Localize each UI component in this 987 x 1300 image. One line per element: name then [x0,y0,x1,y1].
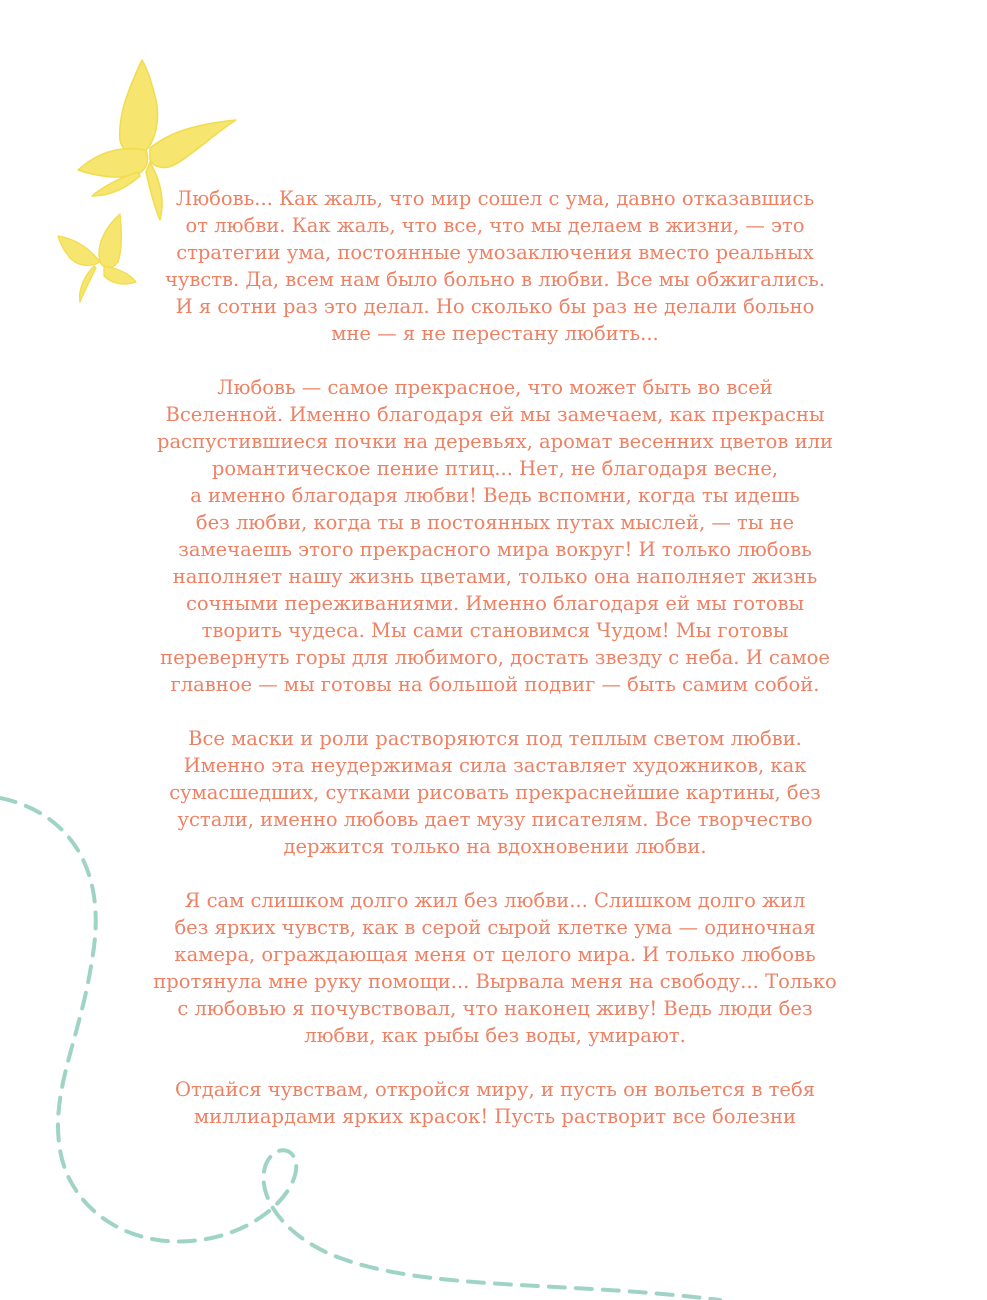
text-line: Именно эта неудержимая сила заставляет художников, как [183,754,807,777]
text-line: распустившиеся почки на деревьях, аромат весенних цветов или [157,430,833,453]
text-line: И я сотни раз это делал. Но сколько бы раз не делали больно [175,295,815,318]
text-line: мне — я не перестану любить... [331,322,659,345]
text-line: с любовью я почувствовал, что наконец живу! Ведь люди без [177,997,813,1020]
text-line: сумасшедших, сутками рисовать прекраснейшие картины, без [169,781,821,804]
text-line: наполняет нашу жизнь цветами, только она наполняет жизнь [172,565,818,588]
text-line: стратегии ума, постоянные умозаключения вместо реальных [176,241,814,264]
paragraph-1 [150,185,840,347]
paragraph-2 [150,374,840,698]
text-line: любви, как рыбы без воды, умирают. [304,1024,686,1047]
paragraph-3 [150,725,840,860]
text-line: перевернуть горы для любимого, достать звезду с неба. И самое [160,646,830,669]
text-line: а именно благодаря любви! Ведь вспомни, когда ты идешь [190,484,800,507]
text-line: Любовь — самое прекрасное, что может быть во всей [217,376,773,399]
text-line: главное — мы готовы на большой подвиг — быть самим собой. [170,673,820,696]
text-line: без ярких чувств, как в серой сырой клетке ума — одиночная [174,916,816,939]
text-line: Любовь... Как жаль, что мир сошел с ума, давно отказавшись [175,187,815,210]
text-line: протянула мне руку помощи... Вырвала меня на свободу... Только [153,970,837,993]
text-line: держится только на вдохновении любви. [283,835,707,858]
text-line: миллиардами ярких красок! Пусть растворит все болезни [193,1105,797,1128]
text-line: замечаешь этого прекрасного мира вокруг! И только любовь [178,538,812,561]
main-text [150,185,840,1157]
text-line: Я сам слишком долго жил без любви... Слишком долго жил [184,889,806,912]
text-line: Вселенной. Именно благодаря ей мы замечаем, как прекрасны [165,403,825,426]
text-line: от любви. Как жаль, что все, что мы делаем в жизни, — это [185,214,805,237]
text-line: Все маски и роли растворяются под теплым светом любви. [188,727,802,750]
paragraph-5 [150,1076,840,1130]
text-line: чувств. Да, всем нам было больно в любви. Все мы обжигались. [164,268,825,291]
text-line: Отдайся чувствам, откройся миру, и пусть он вольется в тебя [174,1078,816,1101]
paragraph-4 [150,887,840,1049]
text-line: романтическое пение птиц... Нет, не благодаря весне, [211,457,779,480]
text-line: без любви, когда ты в постоянных путах мыслей, — ты не [195,511,795,534]
text-line: камера, ограждающая меня от целого мира. И только любовь [174,943,816,966]
butterfly-small-icon [58,214,136,302]
text-line: творить чудеса. Мы сами становимся Чудом! Мы готовы [201,619,789,642]
text-line: устали, именно любовь дает музу писателям. Все творчество [177,808,813,831]
text-line: сочными переживаниями. Именно благодаря ей мы готовы [186,592,804,615]
